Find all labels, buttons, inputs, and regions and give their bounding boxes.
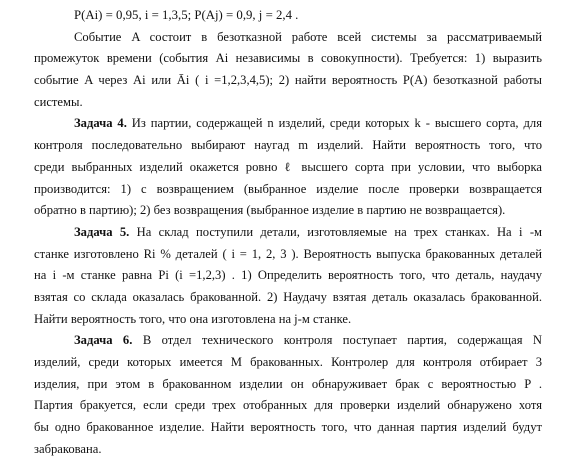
task-4-label: Задача 4. [74, 116, 127, 131]
task-5-first-line [34, 222, 542, 244]
task-5-line: взятая со склада оказалась бракованной. 2) Наудачу взятая деталь оказалась бракованной. [34, 289, 542, 304]
task-6-first-line [34, 330, 542, 352]
task-6-line: бы одно бракованное изделие. Найти вероятность того, что данная партия изделий будут [34, 420, 542, 435]
probability-formula: P(Ai) = 0,95, i = 1,3,5; P(Aj) = 0,9, j = 2,4 . [74, 8, 299, 22]
task-4-first-line [34, 113, 542, 135]
paragraph-line: событие A через Ai или Āi ( i =1,2,3,4,5); 2) найти вероятность P(A) безотказной работы [34, 73, 542, 88]
task-6-line: Партия бракуется, если среди трех отобранных для проверки изделий обнаружено хотя [34, 398, 542, 413]
task-4-line: среди выбранных изделий окажется ровно ℓ высшего сорта при условии, что выборка [34, 159, 542, 174]
paragraph-line: Событие A состоит в безотказной работе всей системы за рассматриваемый [74, 29, 542, 44]
paragraph-line: промежуток времени (события Ai независимы в совокупности). Требуется: 1) выразить [34, 51, 542, 66]
task-5-line: на i -м станке равна Pi (i =1,2,3) . 1) Определить вероятность того, что деталь, наудачу [34, 268, 542, 283]
paragraph-system-event [34, 27, 542, 114]
task-5 [34, 222, 542, 330]
paragraph-line: системы. [34, 94, 83, 109]
task-5-label: Задача 5. [74, 224, 130, 239]
task-6-line: забракована. [34, 441, 102, 456]
task-6-text: В отдел технического контроля поступает партия, содержащая N [142, 333, 542, 348]
task-4-line: контроля последовательно выбирают наугад m изделий. Найти вероятность того, что [34, 138, 542, 153]
task-5-line: Найти вероятность того, что она изготовлена на j-м станке. [34, 311, 352, 326]
task-4-line: обратно в партию); 2) без возвращения (выбранное изделие в партию не возвращается). [34, 203, 506, 218]
task-4-line: производится: 1) с возвращением (выбранное изделие после проверки возвращается [34, 181, 542, 196]
document-page [34, 5, 542, 460]
task-5-line: станке изготовлено Ri % деталей ( i = 1, 2, 3 ). Вероятность выпуска бракованных деталей [34, 246, 542, 261]
task-5-text: На склад поступили детали, изготовляемые на трех станках. На i -м [136, 224, 542, 239]
task-4-text: Из партии, содержащей n изделий, среди которых k - высшего сорта, для [131, 116, 542, 131]
task-6-label: Задача 6. [74, 333, 133, 348]
task-6-line: изделий, среди которых имеется M бракованных. Контролер для контроля отбирает 3 [34, 355, 542, 369]
task-4 [34, 113, 542, 221]
task-6 [34, 330, 542, 460]
task-6-line: изделия, при этом в бракованном изделии он обнаруживает брак с вероятностью P . [34, 376, 542, 391]
